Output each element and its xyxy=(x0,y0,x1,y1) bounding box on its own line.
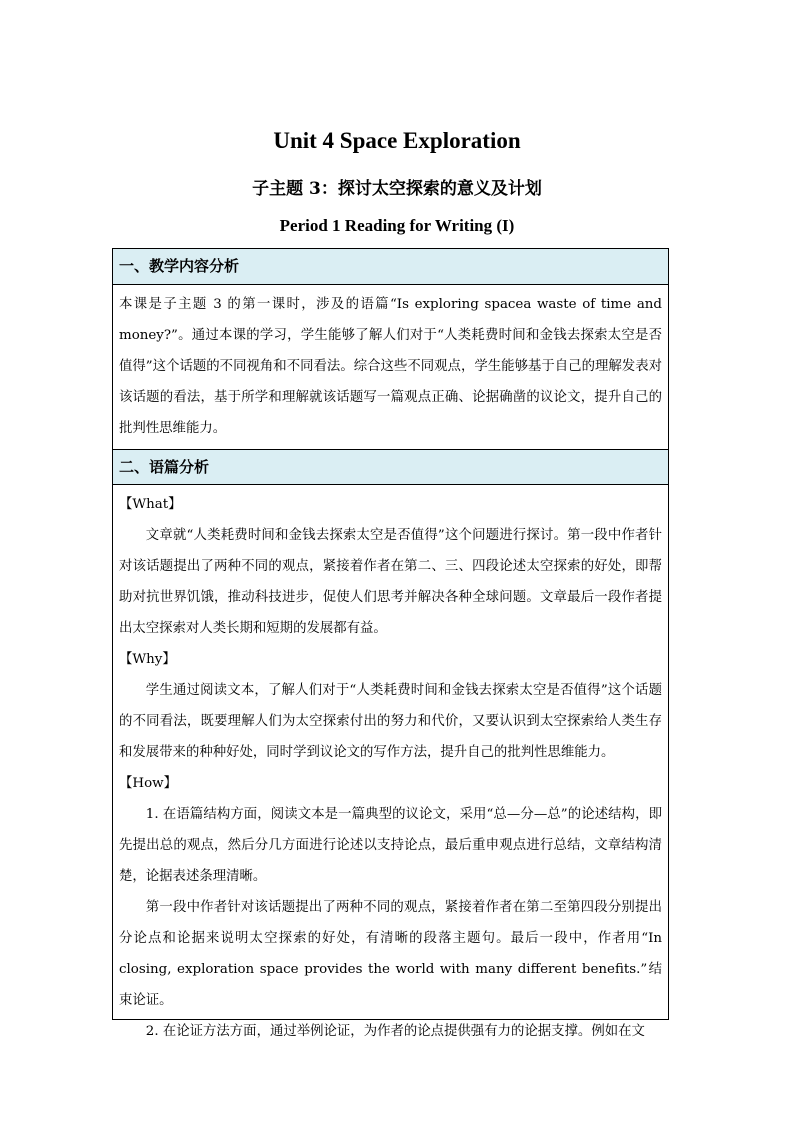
content-analysis-cell xyxy=(113,285,668,444)
how-structure-text: 1. 在语篇结构方面，阅读文本是一篇典型的议论文，采用“总—分—总”的论述结构，即先提出总的观点，然后分几方面进行论述以支持论点，最后重申观点进行总结，文章结构清楚，论据表述条理清晰。 xyxy=(119,807,662,884)
lesson-table xyxy=(112,248,669,1039)
what-text: 文章就“人类耗费时间和金钱去探索太空是否值得”这个问题进行探讨。第一段中作者针对该话题提出了两种不同的观点，紧接着作者在第二、三、四段论述太空探索的好处，即帮助对抗世界饥饿，推动科技进步，促使人们思考并解决各种全球问题。文章最后一段作者提出太空探索对人类长期和短期的发展都有益。 xyxy=(119,528,662,636)
how-method-text: 2. 在论证方法方面，通过举例论证，为作者的论点提供强有力的论据支撑。例如在文 xyxy=(145,1024,645,1039)
subtitle: 子主题 3：探讨太空探索的意义及计划 xyxy=(252,179,542,199)
how-label: 【How】 xyxy=(119,776,177,791)
period-title: Period 1 Reading for Writing (I) xyxy=(279,216,515,235)
what-label: 【What】 xyxy=(119,497,182,512)
content-analysis-text: 本课是子主题 3 的第一课时，涉及的语篇“Is exploring spacea waste of time and money?”。通过本课的学习，学生能够了解人们对于“人类耗费时间和金钱去探索太空是否值得”这个话题的不同视角和不同看法。综合这些不同观点，学生能够基于自己的理解发表对该话题的看法，基于所学和理解就该话题写一篇观点正确、论据确凿的议论文，提升自己的批判性思维能力。 xyxy=(119,297,662,436)
why-text: 学生通过阅读文本，了解人们对于“人类耗费时间和金钱去探索太空是否值得”这个话题的不同看法，既要理解人们为太空探索付出的努力和代价，又要认识到太空探索给人类生存和发展带来的种种好处，同时学到议论文的写作方法，提升自己的批判性思维能力。 xyxy=(119,683,662,760)
how-paragraph-text: 第一段中作者针对该话题提出了两种不同的观点，紧接着作者在第二至第四段分别提出分论点和论据来说明太空探索的好处，有清晰的段落主题句。最后一段中，作者用“In closing, exploration space provides the world with many different benefits.”结束论证。 xyxy=(119,900,662,1008)
why-label: 【Why】 xyxy=(119,652,176,667)
text-analysis-cell xyxy=(113,485,668,1047)
page-title: Unit 4 Space Exploration xyxy=(273,128,521,153)
section-heading-text-analysis: 二、语篇分析 xyxy=(113,449,668,485)
section-heading-content-analysis: 一、教学内容分析 xyxy=(113,249,668,285)
